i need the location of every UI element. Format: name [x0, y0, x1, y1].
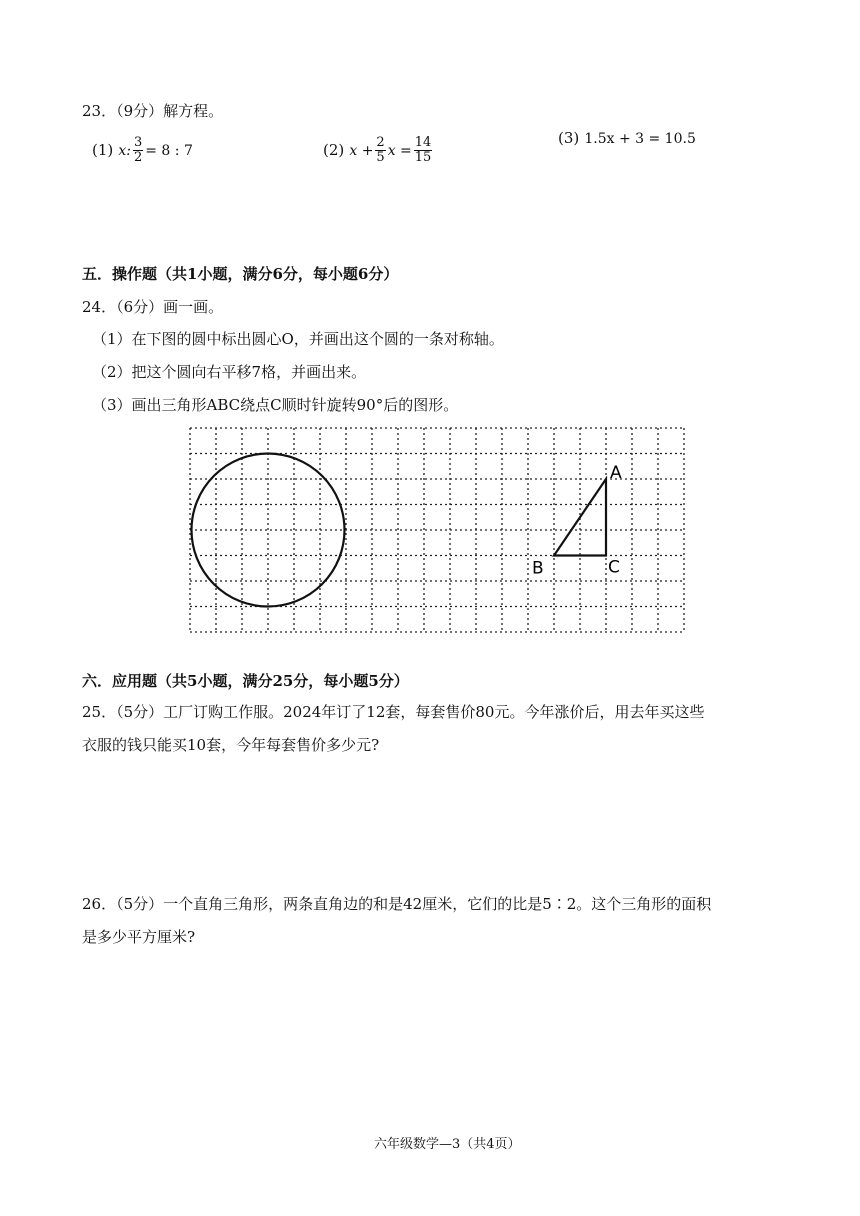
- q23-part2-rfrac-num: 14: [414, 135, 432, 150]
- q23-part1-frac-num: 3: [133, 135, 143, 150]
- q24-item-2: （2）把这个圆向右平移7格，并画出来。: [92, 363, 367, 381]
- q25-line2: 衣服的钱只能买10套，今年每套售价多少元?: [82, 736, 380, 754]
- q23-part1-label: (1): [92, 141, 114, 159]
- q26-line2: 是多少平方厘米?: [82, 928, 196, 946]
- q23-part3-label: (3): [558, 129, 580, 147]
- label-a: A: [610, 463, 622, 483]
- q23-part1-rhs: = 8 : 7: [145, 143, 193, 159]
- q23-part2-frac-den: 5: [376, 150, 385, 165]
- q26-line1: 26．（5分）一个直角三角形，两条直角边的和是42厘米，它们的比是5∶2。这个三角形的面积: [82, 895, 712, 913]
- q24-header: 24．（6分）画一画。: [82, 298, 224, 316]
- section6-title: 六．应用题（共5小题，满分25分，每小题5分）: [82, 672, 409, 690]
- q25-line1: 25．（5分）工厂订购工作服。2024年订了12套，每套售价80元。今年涨价后，用去年买这些: [82, 703, 705, 721]
- q23-part2-label: (2): [323, 141, 345, 159]
- q23-header: 23．（9分）解方程。: [82, 102, 224, 120]
- section5-title: 五．操作题（共1小题，满分6分，每小题6分）: [82, 265, 399, 283]
- label-c: C: [608, 557, 620, 578]
- q24-item-1: （1）在下图的圆中标出圆心O，并画出这个圆的一条对称轴。: [92, 330, 504, 348]
- label-b: B: [532, 558, 544, 579]
- q23-part1-frac-den: 2: [133, 150, 143, 165]
- dotted-grid: [190, 428, 684, 632]
- page-footer: 六年级数学—3（共4页）: [374, 1137, 521, 1152]
- q23-part1-fraction: [133, 136, 143, 165]
- q23-part2: [323, 136, 434, 165]
- q23-part2-lhs1: x +: [349, 143, 374, 159]
- q23-part2-rfrac-den: 15: [414, 150, 432, 165]
- q23-part3-expr: 1.5x + 3 = 10.5: [584, 131, 696, 147]
- q23-part2-lhs2: x =: [387, 143, 412, 159]
- q24-item-3: （3）画出三角形ABC绕点C顺时针旋转90°后的图形。: [92, 396, 459, 414]
- q23-part2-frac-num: 2: [376, 135, 385, 150]
- q23-part3: [558, 128, 696, 147]
- q23-part2-rhs-fraction: [414, 136, 433, 165]
- q23-part1-var: x: [118, 143, 127, 159]
- q24-figure: [186, 424, 686, 636]
- q23-part1: [92, 136, 193, 165]
- q23-part1-colon: :: [126, 143, 131, 159]
- q23-part2-fraction: [375, 136, 385, 165]
